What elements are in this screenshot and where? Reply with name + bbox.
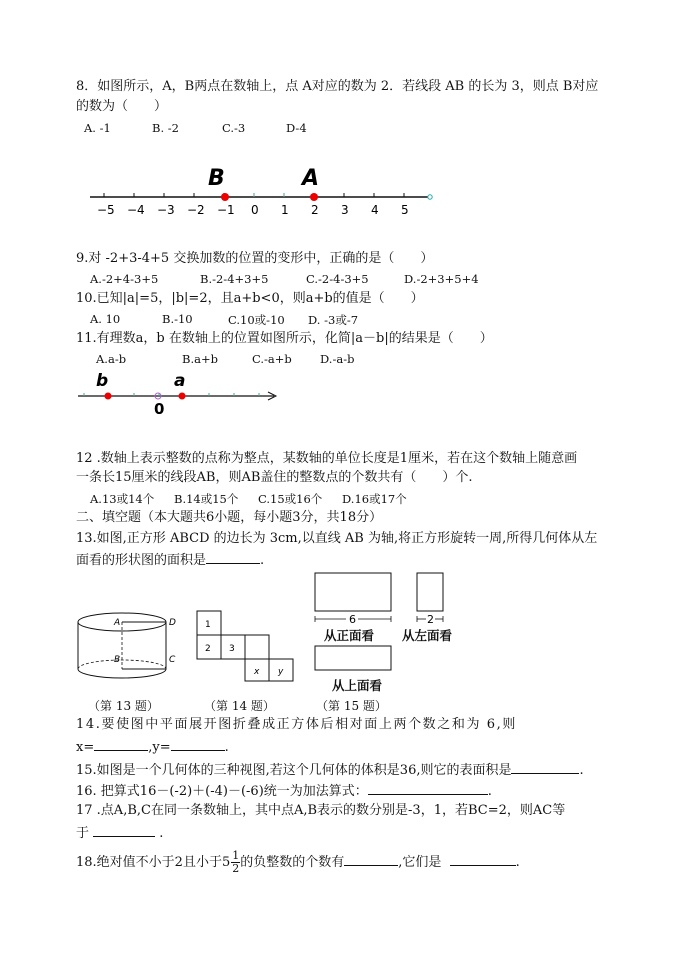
caption-q13: （第 13 题） [88,699,159,713]
q9-text: 9.对 -2+3-4+5 交换加数的位置的变形中，正确的是（ ） [76,251,434,266]
q9-option-b: B.-2-4+3+5 [200,272,269,286]
q14-end: . [224,740,229,755]
front-view-label: 从正面看 [324,628,375,643]
cyl-label-c: C [169,655,176,665]
q8-line1: 8．如图所示，A，B两点在数轴上，点 A对应的数为 2．若线段 AB 的长为 3，则点 B对应 [76,79,599,94]
q15-text: 15.如图是一个几何体的三种视图,若这个几何体的体积是36,则它的表面积是 [76,763,512,778]
q15-end: . [579,763,584,778]
q13-answer-blank[interactable] [206,550,260,564]
q8-option-c: C.-3 [222,121,246,135]
q14-line2 [76,737,229,757]
q17-answer-blank[interactable] [93,823,155,837]
q17-line2-text: 于 [76,826,90,841]
top-view-label: 从上面看 [332,678,383,693]
q12-line2: 一条长15厘米的线段AB，则AB盖住的整数点的个数共有（ ）个. [76,470,473,485]
q11-text: 11.有理数a，b 在数轴上的位置如图所示，化简|a－b|的结果是（ ） [76,331,493,346]
q8-tick-label: 3 [341,203,349,217]
q18-count-blank[interactable] [344,852,398,866]
q15-line [76,760,584,780]
q8-tick-label: −3 [157,203,175,217]
q8-point-a [310,193,318,201]
q8-tick-label: 5 [401,203,409,217]
q14-y-label: ,y= [148,740,171,755]
q12-line1: 12 .数轴上表示整数的点称为整点，某数轴的单位长度是1厘米，若在这个数轴上随意画 [76,451,578,466]
q18-numerator: 1 [232,849,240,862]
caption-q15: （第 15 题） [316,699,387,713]
cube-net-figure [196,610,294,682]
left-view-dimension: 2 [427,613,434,626]
q14-x-label: x= [76,740,95,755]
q8-option-a: A. -1 [84,121,111,135]
q12-option-b: B.14或15个 [174,492,239,506]
q8-number-line [80,160,440,222]
q11-option-a: A.a-b [96,352,127,366]
q8-option-b: B. -2 [152,121,179,135]
net-cell-2: 2 [205,644,211,654]
q17-end: . [159,826,164,841]
q13-line2-text: 面看的形状图的面积是 [76,553,207,568]
q16-line [76,781,492,801]
q8-tick-label: 0 [251,203,259,217]
q14-x-blank[interactable] [94,737,148,751]
net-cell-3: 3 [229,644,235,654]
q10-option-a: A. 10 [90,312,121,326]
three-views-figure [312,570,452,674]
q13-end: . [260,553,265,568]
net-cell-y: y [278,667,284,677]
q8-tick-label: −1 [217,203,235,217]
q13-line1: 13.如图,正方形 ABCD 的边长为 3cm,以直线 AB 为轴,将正方形旋转一周,所得几何体从左 [76,531,598,546]
caption-q14: （第 14 题） [204,699,275,713]
q18-mixed-number [222,850,240,875]
q14-line1: 14.要使图中平面展开图折叠成正方体后相对面上两个数之和为 6,则 [76,717,518,732]
q10-option-d: D. -3或-7 [308,313,359,327]
q11-option-d: D.-a-b [320,352,355,366]
q18-denominator: 2 [232,862,240,875]
q8-tick-label: −2 [187,203,205,217]
q9-option-a: A.-2+4-3+5 [90,272,159,286]
q17-line2 [76,823,163,843]
cyl-label-d: D [169,618,176,628]
q11-number-line [74,368,286,418]
q18-mid: 的负整数的个数有 [240,855,345,870]
q11-a-label: a [174,371,186,391]
q8-option-d: D-4 [286,121,307,135]
q9-option-c: C.-2-4-3+5 [306,272,369,286]
q12-option-a: A.13或14个 [90,492,155,506]
q16-answer-blank[interactable] [368,781,488,795]
q10-option-b: B.-10 [162,312,193,326]
q11-option-c: C.-a+b [252,352,292,366]
q14-y-blank[interactable] [171,737,225,751]
q11-b-label: b [96,371,109,391]
q8-tick-label: −4 [127,203,145,217]
q18-pre: 18.绝对值不小于2且小于 [76,855,222,870]
q18-list-blank[interactable] [450,852,516,866]
q16-text: 16. 把算式16－(-2)＋(-4)－(-6)统一为加法算式： [76,784,368,799]
q11-zero-label: 0 [154,400,165,418]
q8-tick-label: 1 [281,203,289,217]
q16-end: . [487,784,492,799]
q8-point-b [221,193,229,201]
q8-tick-label: 2 [311,203,319,217]
q9-option-d: D.-2+3+5+4 [404,272,479,286]
q17-line1: 17 .点A,B,C在同一条数轴上，其中点A,B表示的数分别是-3，1，若BC=2，则AC等 [76,803,566,818]
net-cell-x: x [254,667,260,677]
q8-point-a-label: A [302,166,320,191]
q8-point-b-label: B [208,166,225,191]
q11-point-b [105,393,112,400]
q12-option-c: C.15或16个 [258,492,323,506]
net-cell-1: 1 [205,620,211,630]
cylinder-figure [74,604,184,688]
q11-option-b: B.a+b [182,352,218,366]
q12-option-d: D.16或17个 [342,492,407,506]
q10-text: 10.已知|a|=5，|b|=2，且a+b<0，则a+b的值是（ ） [76,291,424,306]
cyl-label-b: B [114,655,121,665]
front-view-dimension: 6 [349,613,356,626]
q8-tick-label: 4 [371,203,379,217]
q10-option-c: C.10或-10 [228,313,285,327]
q13-line2 [76,550,264,570]
section-fill-in-title: 二、填空题（本大题共6小题，每小题3分，共18分） [76,510,383,525]
cyl-label-a: A [114,618,121,628]
q8-tick-label: −5 [97,203,115,217]
q18-whole: 5 [221,855,231,870]
q18-end: . [515,855,520,870]
q18-mid2: ,它们是 [398,855,442,870]
q15-answer-blank[interactable] [511,760,579,774]
left-view-label: 从左面看 [402,628,453,643]
q18-line [76,850,520,875]
q8-line2: 的数为（ ） [76,99,168,114]
q11-point-a [179,393,186,400]
